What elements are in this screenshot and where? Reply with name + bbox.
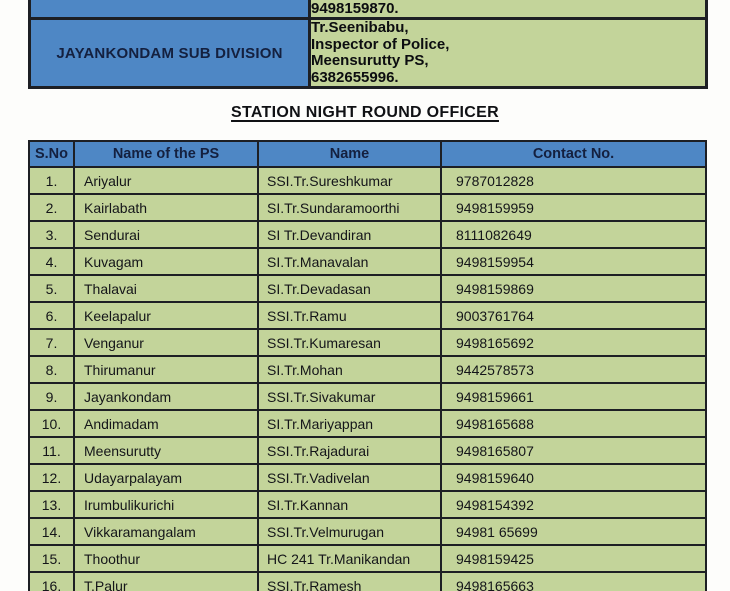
table-row	[29, 383, 706, 410]
sno-cell: 9.	[29, 383, 74, 410]
contact-cell: 9498159954	[441, 248, 706, 275]
sno-cell: 2.	[29, 194, 74, 221]
contact-cell: 94981 65699	[441, 518, 706, 545]
ps-cell: Sendurai	[74, 221, 258, 248]
contact-cell: 9498159870.	[310, 0, 707, 19]
header-sno: S.No	[29, 141, 74, 167]
name-cell: SSI.Tr.Sureshkumar	[258, 167, 441, 194]
contact-cell: 9787012828	[441, 167, 706, 194]
ps-cell: Andimadam	[74, 410, 258, 437]
contact-cell: 9498159425	[441, 545, 706, 572]
subdivision-cell-empty	[30, 0, 310, 19]
table-row	[29, 248, 706, 275]
contact-cell: 9498159869	[441, 275, 706, 302]
sno-cell: 5.	[29, 275, 74, 302]
sno-cell: 1.	[29, 167, 74, 194]
sno-cell: 13.	[29, 491, 74, 518]
ps-cell: Udayarpalayam	[74, 464, 258, 491]
header-name: Name	[258, 141, 441, 167]
ps-cell: Thirumanur	[74, 356, 258, 383]
name-cell: SSI.Tr.Kumaresan	[258, 329, 441, 356]
contact-cell: 9498159661	[441, 383, 706, 410]
table-row	[29, 329, 706, 356]
sno-cell: 10.	[29, 410, 74, 437]
name-cell: SSI.Tr.Ramu	[258, 302, 441, 329]
ps-cell: Keelapalur	[74, 302, 258, 329]
header-ps: Name of the PS	[74, 141, 258, 167]
contact-cell: 9003761764	[441, 302, 706, 329]
ps-cell: Venganur	[74, 329, 258, 356]
table-row	[29, 545, 706, 572]
sno-cell: 14.	[29, 518, 74, 545]
sno-cell: 8.	[29, 356, 74, 383]
ps-cell: Thalavai	[74, 275, 258, 302]
table-row	[29, 167, 706, 194]
officer-phone: 6382655996.	[311, 68, 399, 86]
table-row	[29, 572, 706, 591]
contact-cell: 9498165663	[441, 572, 706, 591]
contact-cell: 9498159959	[441, 194, 706, 221]
ps-cell: Kuvagam	[74, 248, 258, 275]
ps-cell: Meensurutty	[74, 437, 258, 464]
subdivision-table	[28, 0, 708, 89]
ps-cell: Jayankondam	[74, 383, 258, 410]
ps-cell: Kairlabath	[74, 194, 258, 221]
name-cell: SSI.Tr.Velmurugan	[258, 518, 441, 545]
name-cell: SSI.Tr.Rajadurai	[258, 437, 441, 464]
name-cell: SI Tr.Devandiran	[258, 221, 441, 248]
contact-cell: 8111082649	[441, 221, 706, 248]
table-row	[29, 356, 706, 383]
table-row	[29, 194, 706, 221]
name-cell: SSI.Tr.Ramesh	[258, 572, 441, 591]
name-cell: SSI.Tr.Vadivelan	[258, 464, 441, 491]
table-row	[29, 437, 706, 464]
sno-cell: 6.	[29, 302, 74, 329]
sno-cell: 11.	[29, 437, 74, 464]
sno-cell: 4.	[29, 248, 74, 275]
name-cell: SI.Tr.Kannan	[258, 491, 441, 518]
name-cell: SSI.Tr.Sivakumar	[258, 383, 441, 410]
name-cell: SI.Tr.Devadasan	[258, 275, 441, 302]
name-cell: SI.Tr.Mariyappan	[258, 410, 441, 437]
sno-cell: 7.	[29, 329, 74, 356]
sno-cell: 16.	[29, 572, 74, 591]
contact-cell: 9498165688	[441, 410, 706, 437]
contact-cell: 9498154392	[441, 491, 706, 518]
name-cell: SI.Tr.Mohan	[258, 356, 441, 383]
table-row	[29, 410, 706, 437]
officer-rank: Inspector of Police,	[311, 35, 450, 53]
ps-cell: Vikkaramangalam	[74, 518, 258, 545]
table-row	[30, 0, 707, 19]
header-contact: Contact No.	[441, 141, 706, 167]
officer-details-cell	[310, 19, 707, 88]
name-cell: SI.Tr.Sundaramoorthi	[258, 194, 441, 221]
ps-cell: Irumbulikurichi	[74, 491, 258, 518]
roster-table	[28, 140, 707, 591]
ps-cell: T.Palur	[74, 572, 258, 591]
page-title: STATION NIGHT ROUND OFFICER	[231, 104, 499, 121]
contact-cell: 9498165807	[441, 437, 706, 464]
name-cell: SI.Tr.Manavalan	[258, 248, 441, 275]
officer-station: Meensurutty PS,	[311, 52, 429, 69]
table-row	[29, 518, 706, 545]
table-row	[29, 302, 706, 329]
contact-cell: 9442578573	[441, 356, 706, 383]
contact-cell: 9498159640	[441, 464, 706, 491]
name-cell: HC 241 Tr.Manikandan	[258, 545, 441, 572]
subdivision-name-cell: JAYANKONDAM SUB DIVISION	[30, 19, 310, 88]
ps-cell: Thoothur	[74, 545, 258, 572]
sno-cell: 3.	[29, 221, 74, 248]
table-row	[29, 275, 706, 302]
sno-cell: 12.	[29, 464, 74, 491]
header-row	[29, 141, 706, 167]
ps-cell: Ariyalur	[74, 167, 258, 194]
table-row	[30, 19, 707, 88]
officer-name: Tr.Seenibabu,	[311, 19, 409, 36]
table-row	[29, 491, 706, 518]
table-row	[29, 464, 706, 491]
contact-cell: 9498165692	[441, 329, 706, 356]
table-row	[29, 221, 706, 248]
sno-cell: 15.	[29, 545, 74, 572]
